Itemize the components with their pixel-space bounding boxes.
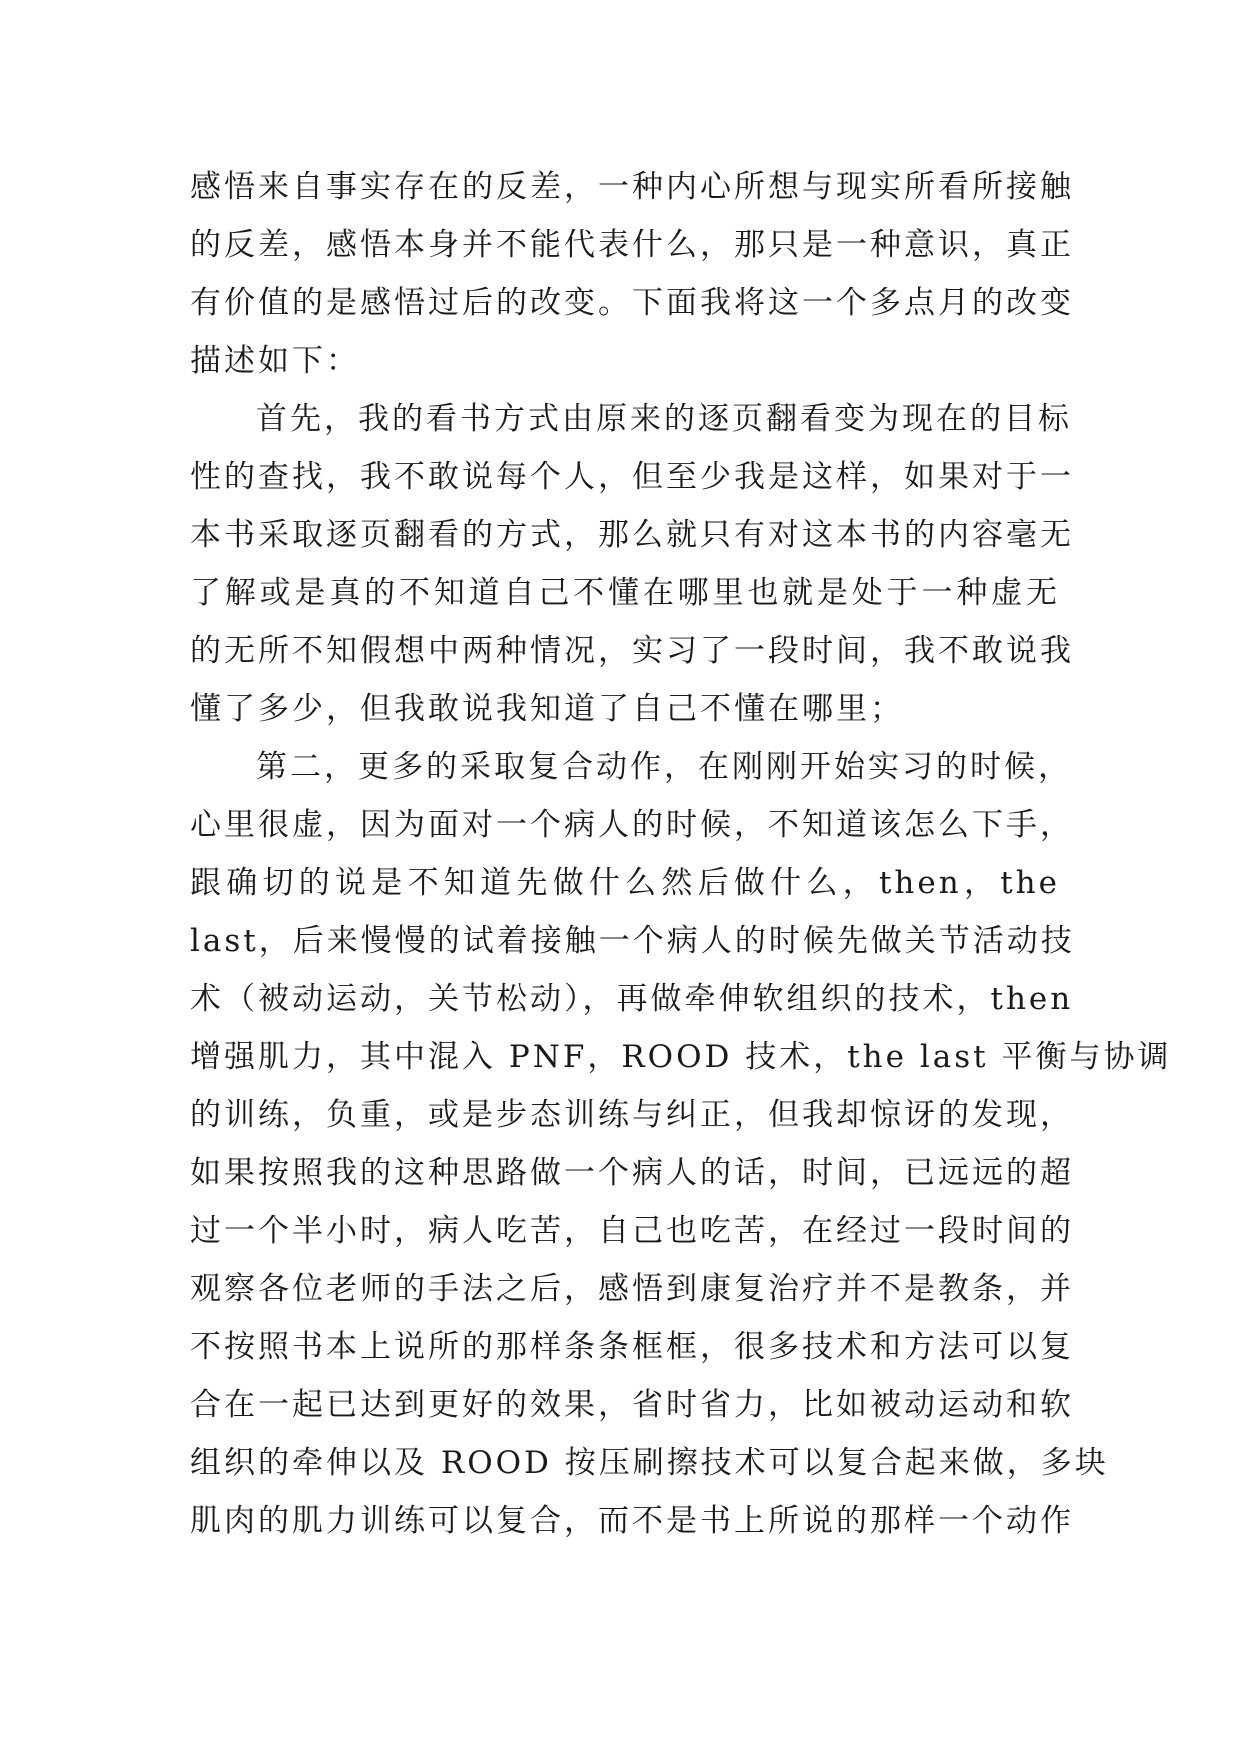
text-line: 感悟来自事实存在的反差，一种内心所想与现实所看所接触 [190, 169, 1074, 205]
text-line: 观察各位老师的手法之后，感悟到康复治疗并不是教条，并 [190, 1271, 1074, 1307]
text-line: 跟确切的说是不知道先做什么然后做什么，then，the [190, 865, 1060, 901]
text-line: 增强肌力，其中混入 PNF，ROOD 技术，the last 平衡与协调 [190, 1039, 1172, 1075]
text-line: 心里很虚，因为面对一个病人的时候，不知道该怎么下手， [190, 807, 1074, 843]
text-line: 的训练，负重，或是步态训练与纠正，但我却惊讶的发现， [190, 1097, 1074, 1133]
paragraph-first-line: 首先，我的看书方式由原来的逐页翻看变为现在的目标 [256, 401, 1072, 437]
text-line: 组织的牵伸以及 ROOD 按压刷擦技术可以复合起来做，多块 [190, 1445, 1109, 1481]
text-line: 了解或是真的不知道自己不懂在哪里也就是处于一种虚无 [190, 575, 1060, 611]
paragraph-first-line: 第二，更多的采取复合动作，在刚刚开始实习的时候， [256, 749, 1072, 785]
text-line: 术（被动运动，关节松动），再做牵伸软组织的技术，then [190, 981, 1074, 1017]
text-line: 不按照书本上说所的那样条条框框，很多技术和方法可以复 [190, 1329, 1074, 1365]
text-line: 描述如下： [190, 343, 360, 379]
text-line: 本书采取逐页翻看的方式，那么就只有对这本书的内容毫无 [190, 517, 1074, 553]
text-line: 肌肉的肌力训练可以复合，而不是书上所说的那样一个动作 [190, 1503, 1074, 1539]
body-text [190, 158, 1172, 1550]
text-line: 过一个半小时，病人吃苦，自己也吃苦，在经过一段时间的 [190, 1213, 1074, 1249]
text-line: 懂了多少，但我敢说我知道了自己不懂在哪里； [190, 691, 904, 727]
text-line: 如果按照我的这种思路做一个病人的话，时间，已远远的超 [190, 1155, 1074, 1191]
text-line: 的反差，感悟本身并不能代表什么，那只是一种意识，真正 [190, 227, 1074, 263]
text-line: 性的查找，我不敢说每个人，但至少我是这样，如果对于一 [190, 459, 1074, 495]
text-line: last，后来慢慢的试着接触一个病人的时候先做关节活动技 [190, 923, 1075, 959]
text-line: 有价值的是感悟过后的改变。下面我将这一个多点月的改变 [190, 285, 1074, 321]
text-line: 的无所不知假想中两种情况，实习了一段时间，我不敢说我 [190, 633, 1074, 669]
text-line: 合在一起已达到更好的效果，省时省力，比如被动运动和软 [190, 1387, 1074, 1423]
